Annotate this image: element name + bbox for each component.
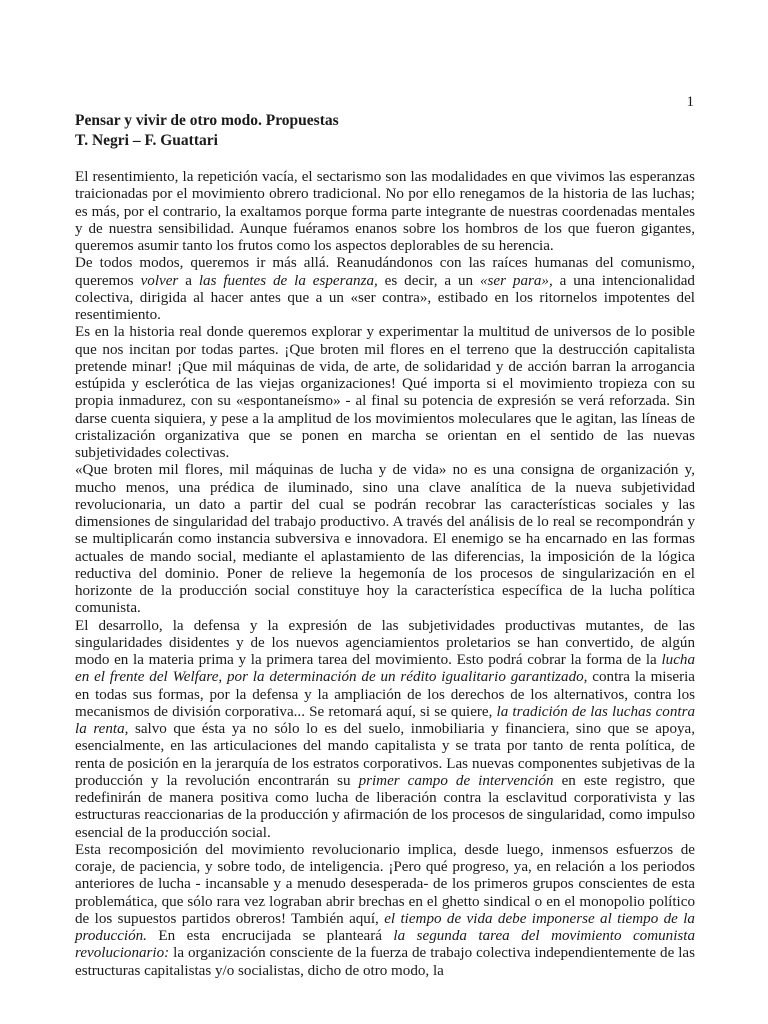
italic-phrase: el tiempo de vida debe imponerse al tiempo de la producción. — [75, 910, 695, 944]
text-run: en este registro, que redefinirán de manera positiva como lucha de liberación contra la esclavitud corporativista y las estructuras reaccionarias de la producción y afirmación de los procesos de singularidad, como impulso esencial de la producción social. — [75, 772, 695, 841]
body-paragraph — [75, 169, 695, 255]
italic-phrase: la tradición de las luchas contra la renta, — [75, 703, 695, 737]
body-paragraph — [75, 324, 695, 462]
text-run: a una intencionalidad colectiva, dirigida al hacer antes que a un «ser contra», estibado en los ritornelos impotentes del resentimiento. — [75, 272, 695, 323]
italic-phrase: «ser para», — [480, 272, 553, 289]
text-run: En esta encrucijada se planteará — [146, 928, 394, 944]
text-run: «Que broten mil flores, mil máquinas de lucha y de vida» no es una consigna de organización y, mucho menos, una prédica de iluminado, sino una clave analítica de la nueva subjetividad revolucionaria, un dato a partir del cual se podrán recobrar las características sociales y las dimensiones de singularidad del trabajo productivo. A través del análisis de lo real se recompondrán y se multiplicarán como instancia subversiva e innovadora. El enemigo se ha encarnado en las formas actuales de mando social, mediante el aplastamiento de las diferencias, la imposición de la lógica reductiva del dominio. Poner de relieve la hegemonía de los procesos de singularización en el horizonte de la producción social constituye hoy la característica específica de la lucha política comunista. — [75, 462, 695, 617]
italic-phrase: las fuentes de la esperanza, — [198, 272, 378, 289]
text-run: El desarrollo, la defensa y la expresión de las subjetividades productivas mutantes, de las singularidades disidentes y de los nuevos agenciamientos proletarios se han convertido, de algún modo en la materia prima y la primera tarea del movimiento. Esto podrá cobrar la forma de la — [75, 617, 695, 668]
text-run: a — [178, 272, 199, 289]
italic-phrase: primer campo de intervención — [358, 772, 554, 789]
text-run: De todos modos, queremos ir más allá. Reanudándonos con las raíces humanas del comunismo, queremos — [75, 255, 695, 289]
text-run: la organización consciente de la fuerza de trabajo colectiva independientemente de las estructuras capitalistas y/o socialistas, dicho de otro modo, la — [75, 945, 695, 979]
text-run: Esta recomposición del movimiento revolucionario implica, desde luego, inmensos esfuerzos de coraje, de paciencia, y sobre todo, de inteligencia. ¡Pero qué progreso, ya, en relación a los periodos anteriores de lucha - incansable y a menudo desesperada- de los primeros grupos conscientes de esta problemática, que sólo rara vez lograban abrir brechas en el ghetto sindical o en el monopolio político de los supuestos partidos obreros! También aquí, — [75, 841, 695, 927]
document-title: Pensar y vivir de otro modo. Propuestas — [75, 112, 339, 129]
italic-phrase: lucha en el frente del Welfare, por la determinación de un rédito igualitario garantizado, — [75, 652, 695, 686]
body-paragraph — [75, 842, 695, 980]
text-run: contra la miseria en todas sus formas, por la defensa y la ampliación de los derechos de los alternativos, contra los mecanismos de división corporativa... Se retomará aquí, si se quiere, — [75, 669, 695, 720]
body-paragraph — [75, 462, 695, 617]
text-run: salvo que ésta ya no sólo lo es del suelo, inmobiliaria y financiera, sino que se apoya, esencialmente, en las articulaciones del mando capitalista y se trata por tanto de renta política, de renta de posición en la jerarquía de los estratos corporativos. Las nuevas componentes subjetivas de la producción y la revolución encontrarán su — [75, 721, 696, 789]
body-paragraph — [75, 618, 695, 842]
body-paragraph — [75, 255, 695, 324]
page-number: 1 — [686, 94, 694, 110]
italic-phrase: volver — [140, 272, 179, 289]
document-body — [75, 169, 695, 980]
text-run: Es en la historia real donde queremos explorar y experimentar la multitud de universos de lo posible que nos incitan por todas partes. ¡Que broten mil flores en el terreno que la destrucción capitalista pretende minar! ¡Que mil máquinas de vida, de arte, de solidaridad y de acción barran la arrogancia estúpida y esclerótica de las viejas organizaciones! Qué importa si el movimiento tropieza con su propia inmadurez, con su «espontaneísmo» - al final su potencia de expresión se verá reforzada. Sin darse cuenta siquiera, y pese a la amplitud de los movimientos moleculares que le agitan, las líneas de cristalización organizativa que se ponen en marcha se orientan en el sentido de las nuevas subjetividades colectivas. — [75, 324, 695, 461]
document-authors: T. Negri – F. Guattari — [75, 132, 218, 149]
text-run: El resentimiento, la repetición vacía, el sectarismo son las modalidades en que vivimos las esperanzas traicionadas por el movimiento obrero tradicional. No por ello renegamos de la historia de las luchas; es más, por el contrario, la exaltamos porque forma parte integrante de nuestras coordenadas mentales y de nuestra sensibilidad. Aunque fuéramos enanos sobre los hombros de los que fueron gigantes, queremos asumir tanto los frutos como los aspectos deplorables de su herencia. — [75, 169, 695, 254]
italic-phrase: la segunda tarea del movimiento comunista revolucionario: — [75, 928, 695, 962]
document-heading — [75, 111, 695, 151]
text-run: es decir, a un — [377, 272, 480, 289]
